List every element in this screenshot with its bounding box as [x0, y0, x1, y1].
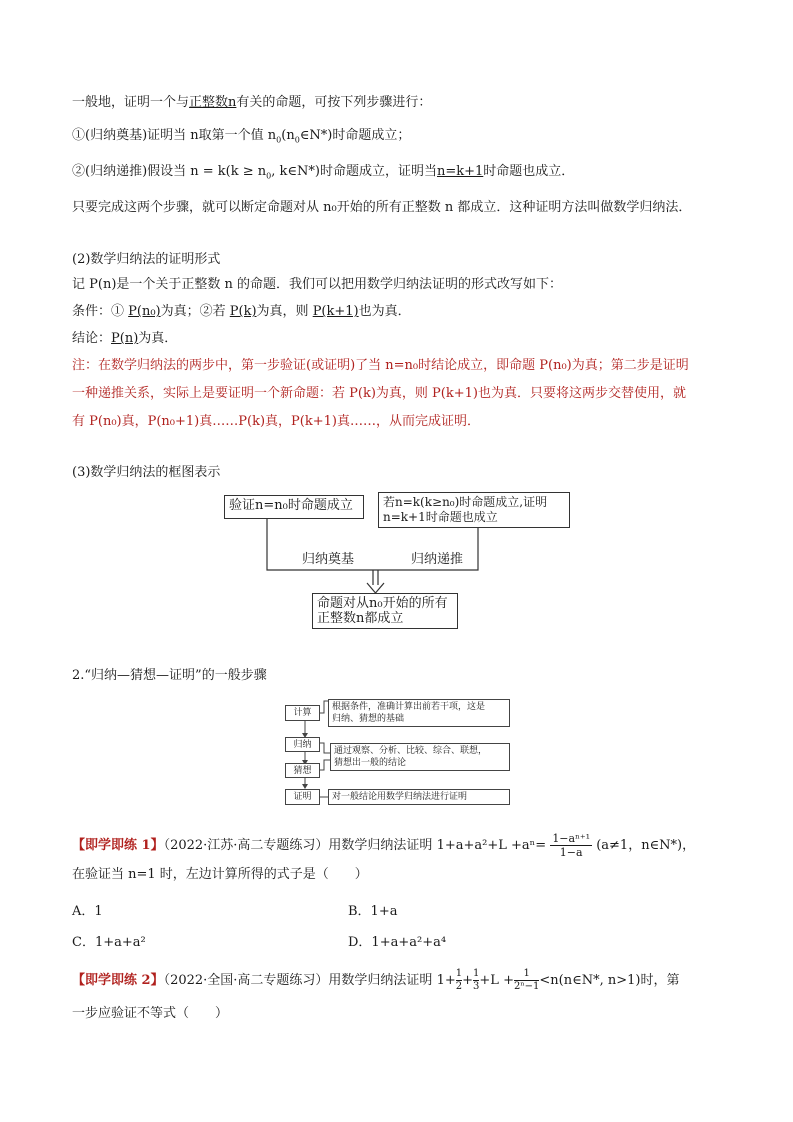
section-2-conclusion: 结论：P(n)为真．: [72, 331, 178, 346]
note-line-3: 有 P(n₀)真，P(n₀+1)真……P(k)真，P(k+1)真……，从而完成证明．: [72, 414, 480, 429]
intro-line-1: 一般地，证明一个与正整数n有关的命题，可按下列步骤进行：: [72, 95, 432, 110]
section-2-conditions: 条件：① P(n₀)为真；②若 P(k)为真，则 P(k+1)也为真．: [72, 304, 411, 319]
intro-step-1: ①(归纳奠基)证明当 n取第一个值 $n_0(n_0\in N*)$时命题成立；: [72, 128, 411, 145]
flow-box-step: 若n=k(k≥n₀)时命题成立,证明 n=k+1时命题也成立: [378, 492, 570, 528]
exercise-1-question: 在验证当 n=1 时，左边计算所得的式子是（ ）: [72, 867, 368, 882]
note-line-1: 注：在数学归纳法的两步中，第一步验证(或证明)了当 n=n₀时结论成立，即命题 P(n₀)为真；第二步是证明: [72, 358, 689, 373]
exercise-1-option-d[interactable]: D．1+a+a²+a⁴: [348, 935, 447, 950]
intro-conclusion: 只要完成这两个步骤，就可以断定命题对从 n₀开始的所有正整数 n 都成立．这种证明方法叫做数学归纳法．: [72, 200, 692, 215]
underline-positive-integer: 正整数n: [189, 95, 237, 110]
flow-label-step: 归纳递推: [411, 552, 464, 567]
exercise-1-fraction: $\frac{\text{1−aⁿ⁺¹}}{1-a}$: [552, 832, 591, 859]
section-3-title: (3)数学归纳法的框图表示: [72, 465, 221, 480]
exercise-1-stem: 【即学即练 1】（2022·江苏·高二专题练习）用数学归纳法证明 1+a+a²+L +aⁿ= $\frac{\text{1−aⁿ⁺¹}}{1-a}$ (a≠1，n∈N*)，: [72, 832, 696, 859]
desc-prove: 对一般结论用数学归纳法进行证明: [328, 789, 510, 805]
exercise-1-tag: 【即学即练 1】: [72, 838, 164, 853]
section-2-desc: 记 P(n)是一个关于正整数 n 的命题．我们可以把用数学归纳法证明的形式改写如下：: [72, 277, 563, 292]
exercise-2-tag: 【即学即练 2】: [72, 973, 164, 988]
section-2-title: (2)数学归纳法的证明形式: [72, 252, 221, 267]
step-induce: 归纳: [285, 737, 320, 752]
note-line-2: 一种递推关系，实际上是要证明一个新命题：若 P(k)为真，则 P(k+1)也为真．只要将这两步交替使用，就: [72, 386, 686, 401]
exercise-2-question: 一步应验证不等式（ ）: [72, 1006, 229, 1021]
desc-calc: 根据条件，准确计算出前若干项，这是 归纳、猜想的基础: [328, 699, 510, 727]
section-4-title: 2.“归纳—猜想—证明”的一般步骤: [72, 668, 267, 683]
step-guess: 猜想: [285, 763, 320, 778]
flow-box-base: 验证n=n₀时命题成立: [224, 495, 364, 519]
step-calc: 计算: [285, 705, 320, 721]
exercise-2-stem: 【即学即练 2】（2022·全国·高二专题练习）用数学归纳法证明 1+ $\frac{1}{2}$ + $\frac{1}{3}$ +L + $\frac{1}{\text{2ⁿ−1}}$ <n(n∈N*, n>1)时，第: [72, 968, 680, 992]
desc-induce-guess: 通过观察、分析、比较、综合、联想， 猜想出一般的结论: [330, 743, 510, 771]
exercise-1-option-c[interactable]: C．1+a+a²: [72, 935, 146, 950]
step-prove: 证明: [285, 789, 320, 805]
exercise-1-option-a[interactable]: A．1: [72, 904, 103, 919]
exercise-1-option-b[interactable]: B．1+a: [348, 904, 398, 919]
flow-box-conclusion: 命题对从n₀开始的所有 正整数n都成立: [312, 593, 458, 629]
intro-step-2: ②(归纳递推)假设当 $n = k(k \ge n_0$, k∈N*)时命题成立，证明当n=k+1时命题也成立．: [72, 164, 575, 181]
flow-label-base: 归纳奠基: [302, 552, 355, 567]
